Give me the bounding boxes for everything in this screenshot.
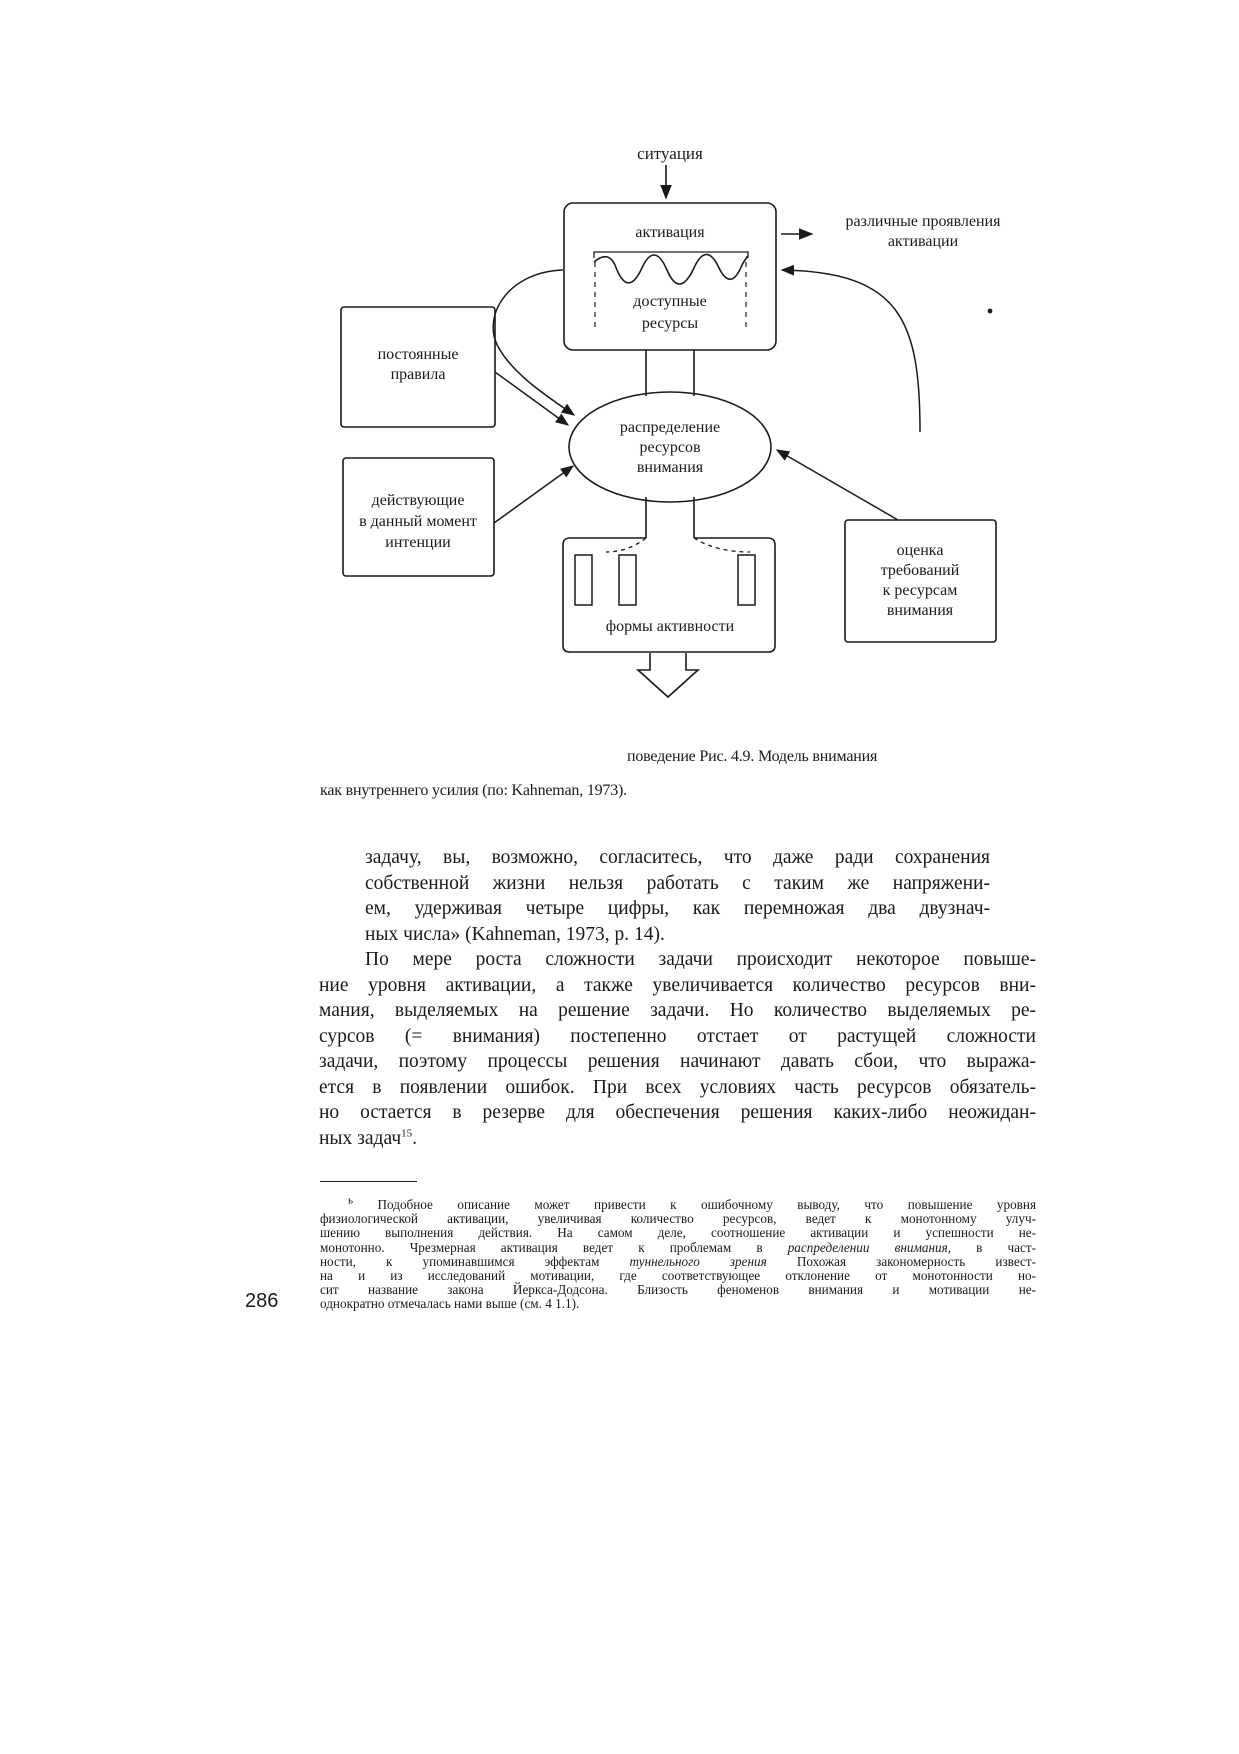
- paragraph-line: ние уровня активации, а также увеличивается количество ресурсов вни-: [319, 974, 1036, 996]
- evaluation-label-2: требований: [880, 562, 960, 579]
- paragraph-line: задачи, поэтому процессы решения начинают давать сбои, что выража-: [319, 1051, 1036, 1072]
- allocation-label-1: распределение: [619, 419, 721, 436]
- footnote-marker: ь: [348, 1194, 354, 1207]
- footnote-line: на и из исследований мотивации, где соответствующее отклонение от монотонности но-: [320, 1268, 1036, 1284]
- intentions-label-3: интенции: [385, 534, 451, 551]
- footnote-line: монотонно. Чрезмерная активация ведет к проблемам в распределении внимания, в част-: [320, 1239, 1036, 1255]
- footnote-line: $^ь$ Подобное описание может привести к ошибочному выводу, что повышение уровня: [348, 1194, 1037, 1212]
- rules-arrow: [495, 372, 568, 425]
- footnote-line: сит название закона Йеркса-Додсона. Близость феноменов внимания и мотивации не-: [320, 1282, 1036, 1298]
- paragraph-line: сурсов (= внимания) постепенно отстает от растущей сложности: [319, 1025, 1036, 1047]
- footnote-divider: [320, 1181, 417, 1182]
- footnote: [320, 1194, 1037, 1312]
- paragraph-line: ных задач: [319, 1127, 402, 1149]
- activities-dash-right: [694, 538, 750, 552]
- page-number: 286: [245, 1290, 279, 1312]
- footnote-line: физиологической активации, увеличивая количество ресурсов, ведет к монотонному улуч-: [320, 1211, 1036, 1227]
- figure-caption-line-2: как внутреннего усилия (по: Kahneman, 1973).: [320, 782, 627, 799]
- intentions-arrow: [494, 466, 573, 523]
- activities-dash-left: [606, 538, 646, 552]
- evaluation-label-3: к ресурсам: [882, 582, 958, 599]
- footnote-line: шению выполнения действия. На самом деле, соотношение активации и успешности не-: [320, 1225, 1036, 1241]
- situation-label: ситуация: [637, 144, 703, 163]
- activity-bar-3: [738, 555, 755, 605]
- evaluation-box: [845, 520, 996, 642]
- paragraph-line: По мере роста сложности задачи происходит некоторое повыше-: [365, 949, 1036, 970]
- manifestations-label-2: активации: [887, 233, 959, 250]
- behavior-output-arrow: [638, 653, 698, 697]
- feedback-curve-left: [493, 270, 574, 415]
- evaluation-feedback-curve: [782, 270, 920, 432]
- activities-label: формы активности: [605, 618, 735, 635]
- quote-line: ем, удерживая четыре цифры, как перемножая два двузнач-: [365, 898, 990, 919]
- activation-wave: [594, 254, 748, 284]
- intentions-label-2: в данный момент: [359, 513, 477, 530]
- manifestations-label-1: различные проявления: [845, 213, 1001, 230]
- quote-line: собственной жизни нельзя работать с таким же напряжени-: [365, 872, 990, 894]
- paragraph-line: но остается в резерве для обеспечения решения каких-либо неожидан-: [319, 1102, 1036, 1123]
- resources-label-1: доступные: [633, 293, 707, 310]
- paragraph-line: ется в появлении ошибок. При всех условиях часть ресурсов обязатель-: [319, 1076, 1036, 1098]
- figure-caption-line-1: поведение Рис. 4.9. Модель внимания: [627, 748, 878, 765]
- footnote-reference[interactable]: 15: [401, 1127, 413, 1139]
- evaluation-label-1: оценка: [896, 542, 944, 559]
- resources-label-2: ресурсы: [641, 315, 699, 332]
- activity-bar-1: [575, 555, 592, 605]
- paragraph-line: мания, выделяемых на решение задачи. Но количество выделяемых ре-: [319, 1000, 1036, 1021]
- activity-bar-2: [619, 555, 636, 605]
- body-paragraph: [319, 947, 1036, 1151]
- allocation-label-2: ресурсов: [639, 439, 701, 456]
- quote-block: [365, 845, 990, 947]
- activation-label: активация: [635, 224, 705, 241]
- allocation-label-3: внимания: [636, 459, 704, 476]
- activation-bracket: [594, 252, 748, 258]
- paragraph-end-punct: .: [412, 1127, 417, 1149]
- paragraph-last-line: [319, 1126, 1036, 1152]
- footnote-line: ности, к упоминавшимся эффектам туннельного зрения Похожая закономерность извест-: [320, 1253, 1037, 1269]
- footnote-line: однократно отмечалась нами выше (см. 4 1.1).: [320, 1296, 580, 1312]
- quote-line: задачу, вы, возможно, согласитесь, что даже ради сохранения: [365, 847, 990, 868]
- intentions-label-1: действующие: [371, 492, 465, 509]
- rules-label-1: постоянные: [377, 346, 459, 363]
- evaluation-arrow: [777, 450, 898, 520]
- evaluation-label-4: внимания: [886, 602, 954, 619]
- stray-dot: [988, 309, 993, 314]
- rules-label-2: правила: [390, 366, 446, 383]
- attention-model-diagram: [0, 0, 1239, 760]
- quote-line: ных числа» (Kahneman, 1973, p. 14).: [365, 923, 665, 945]
